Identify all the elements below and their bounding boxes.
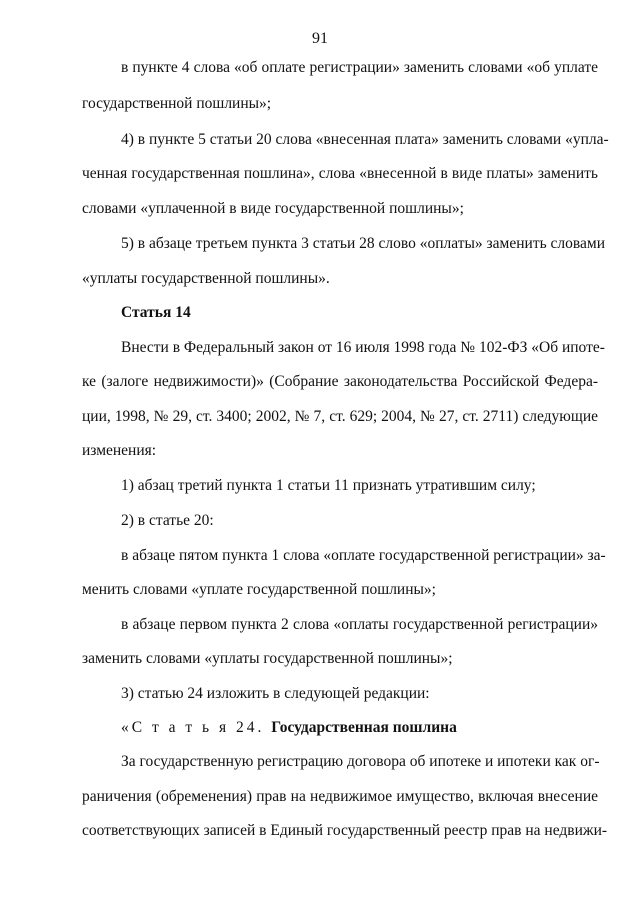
paragraph-line: соответствующих записей в Единый государственный реестр прав на недвижи- [82, 822, 608, 839]
paragraph-line: За государственную регистрацию договора об ипотеке и ипотеки как ог- [121, 753, 600, 770]
article-14-heading: Статья 14 [121, 304, 191, 321]
paragraph-line: менить словами «уплате государственной пошлины»; [82, 581, 436, 598]
paragraph-line: «уплаты государственной пошлины». [82, 270, 330, 287]
article-24-title: Государственная пошлина [271, 719, 457, 736]
paragraph-line: заменить словами «уплаты государственной пошлины»; [82, 650, 453, 667]
paragraph-line: 2) в статье 20: [121, 512, 214, 529]
paragraph-line: 5) в абзаце третьем пункта 3 статьи 28 слово «оплаты» заменить словами [121, 235, 605, 252]
paragraph-line: Внести в Федеральный закон от 16 июля 1998 года № 102-ФЗ «Об ипоте- [121, 339, 605, 356]
article-24-prefix: «С т а т ь я 24. [121, 719, 272, 736]
paragraph-line: 4) в пункте 5 статьи 20 слова «внесенная плата» заменить словами «упла- [121, 131, 609, 148]
paragraph-line: в пункте 4 слова «об оплате регистрации» заменить словами «об уплате [121, 59, 598, 76]
article-24-heading [121, 718, 598, 738]
paragraph-line: раничения (обременения) прав на недвижимое имущество, включая внесение [82, 788, 598, 805]
paragraph-line: словами «уплаченной в виде государственной пошлины»; [82, 200, 464, 217]
paragraph-line: 3) статью 24 изложить в следующей редакции: [121, 685, 430, 702]
paragraph-line: ченная государственная пошлина», слова «внесенной в виде платы» заменить [82, 165, 598, 182]
paragraph-line: ции, 1998, № 29, ст. 3400; 2002, № 7, ст. 629; 2004, № 27, ст. 2711) следующие [82, 408, 598, 425]
paragraph-line: ке (залоге недвижимости)» (Собрание законодательства Российской Федера- [82, 373, 598, 390]
paragraph-line: в абзаце пятом пункта 1 слова «оплате государственной регистрации» за- [121, 547, 606, 564]
paragraph-line: государственной пошлины»; [82, 95, 272, 112]
paragraph-line: 1) абзац третий пункта 1 статьи 11 признать утратившим силу; [121, 477, 536, 494]
paragraph-line: изменения: [82, 442, 157, 459]
page-number: 91 [312, 30, 328, 47]
paragraph-line: в абзаце первом пункта 2 слова «оплаты государственной регистрации» [121, 616, 598, 633]
